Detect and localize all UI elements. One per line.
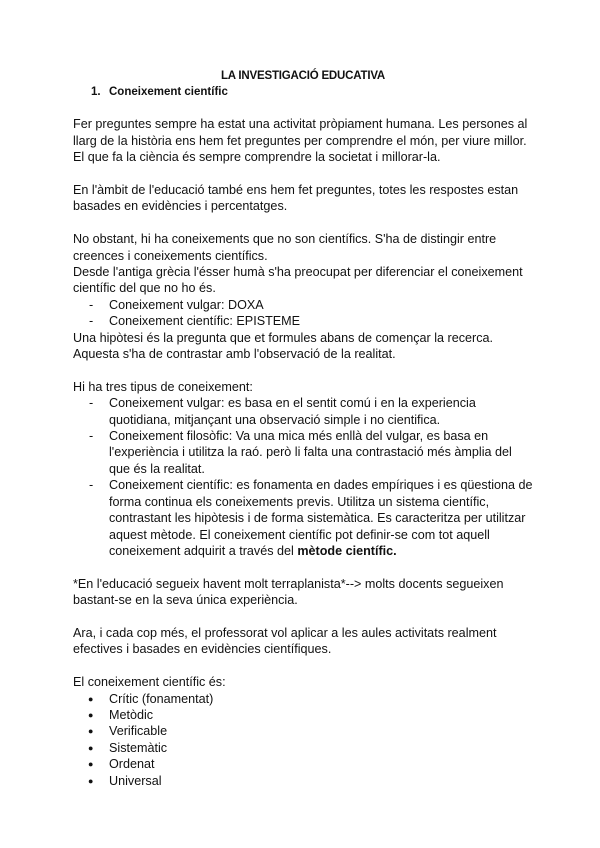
- list-item: [73, 428, 533, 477]
- list-item-text: Coneixement vulgar: es basa en el sentit comú i en la experiencia quotidiana, mitjançant una observació simple i no cientifica.: [109, 396, 476, 427]
- list-item: [73, 395, 533, 428]
- list-item-text: Metòdic: [109, 707, 154, 722]
- knowledge-types-list: [73, 395, 533, 559]
- bullet-marker: ●: [88, 742, 94, 753]
- section-label: Coneixement científic: [109, 86, 228, 98]
- list-item-text: Crític (fonamentat): [109, 691, 214, 706]
- section-number: 1.: [91, 86, 101, 98]
- paragraph-types-intro: Hi ha tres tipus de coneixement:: [73, 379, 253, 394]
- list-item: [73, 723, 533, 739]
- paragraph-non-scientific: No obstant, hi ha coneixements que no son científics. S'ha de distingir entre creences i coneixements científics.: [73, 232, 497, 263]
- dash-marker: -: [89, 478, 94, 493]
- dash-marker: -: [89, 314, 94, 329]
- section-heading: [73, 84, 533, 100]
- list-item: [73, 756, 533, 772]
- list-item-text: Coneixement científic: EPISTEME: [109, 314, 301, 329]
- list-item: [73, 313, 533, 329]
- bullet-marker: ●: [88, 775, 94, 786]
- spacer: [73, 215, 533, 231]
- list-item-text: Coneixement científic: es fonamenta en dades empíriques i es qüestiona de forma continua els coneixements previs. Utilitza un sistema científic, contrastant les hipòtesis i de forma sistemàtica. Es caracteritza per utilitzar aquest mètode. El coneixement científic pot definir-se com tot aquell coneixement adquirit a través del: [109, 478, 533, 558]
- spacer: [73, 658, 533, 674]
- dash-marker: -: [89, 429, 94, 444]
- spacer: [73, 559, 533, 575]
- paragraph-hypothesis: Una hipòtesi és la pregunta que et formules abans de començar la recerca. Aquesta s'ha de contrastar amb l'observació de la realitat.: [73, 330, 494, 362]
- dash-marker: -: [89, 297, 94, 312]
- properties-list: [73, 691, 533, 789]
- bullet-marker: ●: [88, 709, 94, 720]
- list-item-text: Coneixement vulgar: DOXA: [109, 297, 264, 312]
- list-item-text: Sistemàtic: [109, 740, 168, 755]
- list-item-text: Verificable: [109, 724, 168, 739]
- list-item: [73, 740, 533, 756]
- bold-term: mètode científic.: [297, 543, 397, 558]
- spacer: [73, 100, 533, 116]
- bullet-marker: ●: [88, 693, 94, 704]
- spacer: [73, 166, 533, 182]
- list-item: [73, 477, 533, 559]
- list-item-text: Universal: [109, 773, 162, 788]
- spacer: [73, 609, 533, 625]
- list-item: [73, 707, 533, 723]
- paragraph-flat-earth-note: *En l'educació segueix havent molt terraplanista*--> molts docents segueixen bastant-se en la seva única experiència.: [73, 576, 504, 608]
- document-title: LA INVESTIGACIÓ EDUCATIVA: [220, 70, 386, 82]
- dash-marker: -: [89, 396, 94, 411]
- paragraph-properties-intro: El coneixement científic és:: [73, 675, 226, 690]
- list-item: [73, 691, 533, 707]
- list-item: [73, 297, 533, 313]
- spacer: [73, 362, 533, 378]
- paragraph-intro: Fer preguntes sempre ha estat una activitat pròpiament humana. Les persones al llarg de la història ens hem fet preguntes per comprendre el món, per viure millor. El que fa la ciència és sempre comprendre la societat i millorar-la.: [73, 117, 528, 165]
- document-page: [73, 68, 533, 789]
- list-item-text: Coneixement filosòfic: Va una mica més enllà del vulgar, es basa en l'experiència i utilitza la raó. però li falta una contrastació més àmplia del que és la realitat.: [109, 429, 512, 476]
- paragraph-education: En l'àmbit de l'educació també ens hem fet preguntes, totes les respostes estan basades en evidències i percentatges.: [73, 183, 519, 214]
- list-item-text: Ordenat: [109, 757, 155, 772]
- bullet-marker: ●: [88, 726, 94, 737]
- list-item: [73, 773, 533, 789]
- doxa-episteme-list: [73, 297, 533, 330]
- bullet-marker: ●: [88, 759, 94, 770]
- paragraph-teachers: Ara, i cada cop més, el professorat vol aplicar a les aules activitats realment efectives i basades en evidències científiques.: [73, 625, 497, 657]
- paragraph-greece: Desde l'antiga grècia l'ésser humà s'ha preocupat per diferenciar el coneixement científic del que no ho és.: [73, 265, 523, 296]
